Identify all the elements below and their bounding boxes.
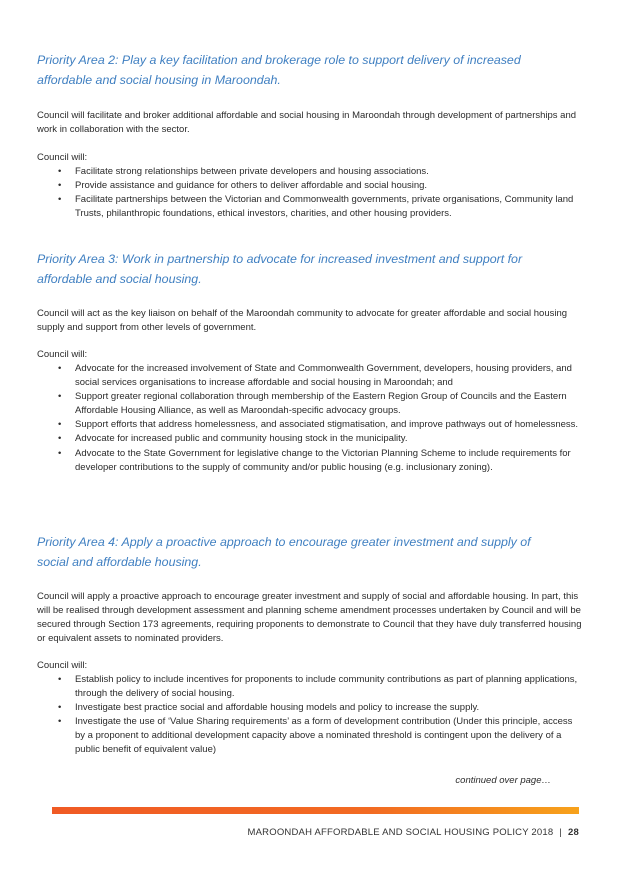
bullet-icon: • xyxy=(58,363,62,374)
bullet-icon: • xyxy=(58,674,62,685)
bullet-icon: • xyxy=(58,447,62,459)
priority-area-3-list xyxy=(37,362,585,475)
list-item: • Support greater regional collaboration through membership of the Eastern Region Group of Councils and the Eastern Affordable Housing Alliance, as well as Maroondah-specific advocacy groups. xyxy=(58,391,567,417)
list-item: • Facilitate partnerships between the Victorian and Commonwealth governments, private organisations, Community land Trusts, philanthropic foundations, ethical investors, charities, and other housing providers. xyxy=(58,194,574,220)
priority-area-3-intro: Council will act as the key liaison on behalf of the Maroondah community to advocate for greater affordable and social housing supply and support from other levels of government. xyxy=(37,308,568,333)
bullet-icon: • xyxy=(58,419,62,431)
list-item: • Facilitate strong relationships between private developers and housing associations. xyxy=(37,165,585,179)
council-will-label: Council will: xyxy=(37,152,88,163)
council-will-label: Council will: xyxy=(37,349,88,360)
heading-line-1: Priority Area 4: Apply a proactive approach to encourage greater investment and supply of xyxy=(37,535,531,549)
list-item: • Advocate for increased public and community housing stock in the municipality. xyxy=(37,432,585,446)
bullet-icon: • xyxy=(58,166,62,177)
list-item: • Investigate best practice social and affordable housing models and policy to increase the supply. xyxy=(37,701,585,715)
footer-title: MAROONDAH AFFORDABLE AND SOCIAL HOUSING POLICY 2018 xyxy=(247,827,554,838)
priority-area-4-list xyxy=(37,673,585,758)
heading-line-2: affordable and social housing. xyxy=(37,272,202,286)
council-will-label: Council will: xyxy=(37,660,88,671)
bullet-icon: • xyxy=(58,702,62,714)
bullet-icon: • xyxy=(58,194,62,206)
list-item: • Provide assistance and guidance for others to deliver affordable and social housing. xyxy=(37,179,585,193)
heading-line-1: Priority Area 3: Work in partnership to advocate for increased investment and support for xyxy=(37,252,523,266)
footer-accent-bar xyxy=(52,807,579,814)
priority-area-2-intro: Council will facilitate and broker additional affordable and social housing in Maroondah through development of partnerships and work in collaboration with the sector. xyxy=(37,110,577,135)
priority-area-2-list xyxy=(37,165,585,221)
priority-area-4-heading xyxy=(37,532,582,572)
heading-line-1: Priority Area 2: Play a key facilitation and brokerage role to support delivery of increased xyxy=(37,53,521,67)
priority-area-2-heading xyxy=(37,50,582,90)
page-footer xyxy=(248,826,579,840)
footer-separator: | xyxy=(559,827,563,838)
priority-area-3-heading xyxy=(37,249,582,289)
list-item: • Advocate for the increased involvement of State and Commonwealth Government, developers, housing providers, and social services organisations to increase affordable and social housing in Maroondah; and xyxy=(58,363,572,389)
priority-area-4-intro: Council will apply a proactive approach to encourage greater investment and supply of social and affordable housing. In part, this will be realised through development assessment and planning scheme amendment processes undertaken by Council and will be secured through Section 173 agreements, requiring proponents to demonstrate to Council that they have duly transferred housing or equivalent assets to nominated providers. xyxy=(37,591,582,644)
heading-line-2: social and affordable housing. xyxy=(37,555,202,569)
bullet-icon: • xyxy=(58,180,62,192)
bullet-icon: • xyxy=(58,716,62,728)
list-item: • Investigate the use of ‘Value Sharing requirements’ as a form of development contribution (Under this principle, access by a proponent to additional development capacity above a nominated threshold is contingent upon the delivery of a public benefit of equivalent value) xyxy=(58,716,573,756)
list-item: • Establish policy to include incentives for proponents to include community contributions as part of planning applications, through the delivery of social housing. xyxy=(58,674,578,700)
list-item: • Advocate to the State Government for legislative change to the Victorian Planning Scheme to include requirements for developer contributions to the supply of community and/or public housing (e.g. inclusionary zoning). xyxy=(58,447,571,473)
bullet-icon: • xyxy=(58,433,62,445)
continued-note: continued over page… xyxy=(455,775,551,786)
heading-line-2: affordable and social housing in Maroondah. xyxy=(37,73,281,87)
bullet-icon: • xyxy=(58,391,62,403)
list-item: • Support efforts that address homelessness, and associated stigmatisation, and improve pathways out of homelessness. xyxy=(37,418,585,432)
page-number: 28 xyxy=(568,827,579,838)
